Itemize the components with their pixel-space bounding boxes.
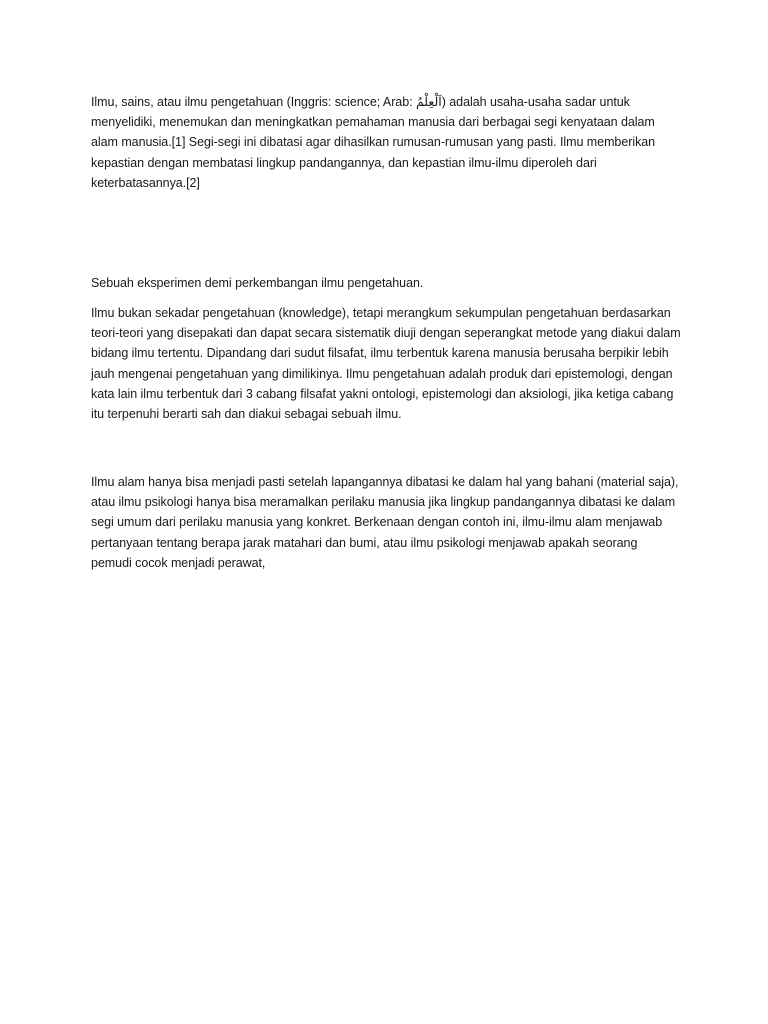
- paragraph-science-definition: Ilmu, sains, atau ilmu pengetahuan (Inggris: science; Arab: اَلْعِلْمُ) adalah usaha-usaha sadar untuk menyelidiki, menemukan dan meningkatkan pemahaman manusia dari berbagai segi kenyataan dalam alam manusia.[1] Segi-segi ini dibatasi agar dihasilkan rumusan-rumusan yang pasti. Ilmu memberikan kepastian dengan membatasi lingkup pandangannya, dan kepastian ilmu-ilmu diperoleh dari keterbatasannya.[2]: [91, 95, 656, 190]
- paragraph-image-caption: Sebuah eksperimen demi perkembangan ilmu pengetahuan.: [91, 276, 424, 290]
- paragraph-natural-science: Ilmu alam hanya bisa menjadi pasti setelah lapangannya dibatasi ke dalam hal yang bahani (material saja), atau ilmu psikologi hanya bisa meramalkan perilaku manusia jika lingkup pandangannya dibatasi ke dalam segi umum dari perilaku manusia yang konkret. Berkenaan dengan contoh ini, ilmu-ilmu alam menjawab pertanyaan tentang berapa jarak matahari dan bumi, atau ilmu psikologi menjawab apakah seorang pemudi cocok menjadi perawat,: [91, 475, 679, 570]
- paragraph-knowledge: Ilmu bukan sekadar pengetahuan (knowledge), tetapi merangkum sekumpulan pengetahuan berdasarkan teori-teori yang disepakati dan dapat secara sistematik diuji dengan seperangkat metode yang diakui dalam bidang ilmu tertentu. Dipandang dari sudut filsafat, ilmu terbentuk karena manusia berusaha berpikir lebih jauh mengenai pengetahuan yang dimilikinya. Ilmu pengetahuan adalah produk dari epistemologi, dengan kata lain ilmu terbentuk dari 3 cabang filsafat yakni ontologi, epistemologi dan aksiologi, jika ketiga cabang itu terpenuhi berarti sah dan diakui sebagai sebuah ilmu.: [91, 306, 681, 422]
